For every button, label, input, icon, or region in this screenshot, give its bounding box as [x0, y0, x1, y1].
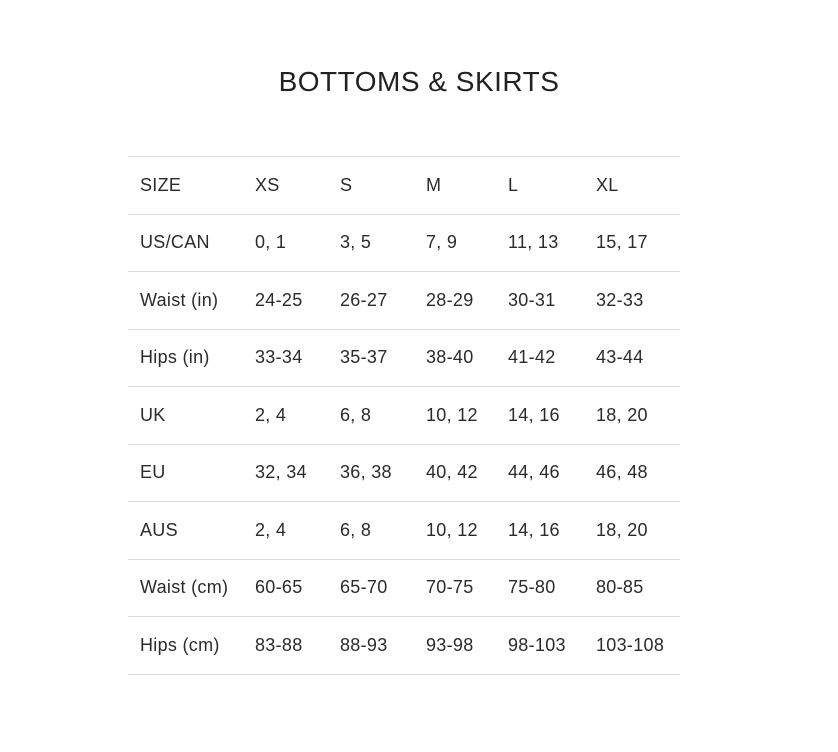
cell: 14, 16	[496, 387, 584, 445]
cell: 10, 12	[414, 387, 496, 445]
cell: 0, 1	[243, 214, 328, 272]
cell: 7, 9	[414, 214, 496, 272]
row-label: Waist (cm)	[128, 559, 243, 617]
cell: 60-65	[243, 559, 328, 617]
cell: 40, 42	[414, 444, 496, 502]
cell: 33-34	[243, 329, 328, 387]
cell: 15, 17	[584, 214, 680, 272]
cell: 35-37	[328, 329, 414, 387]
table-row-us-can	[128, 214, 680, 272]
cell: 38-40	[414, 329, 496, 387]
cell: 11, 13	[496, 214, 584, 272]
table-row-hips-cm	[128, 617, 680, 675]
cell: 43-44	[584, 329, 680, 387]
cell: 2, 4	[243, 502, 328, 560]
table-row-hips-in	[128, 329, 680, 387]
cell: 36, 38	[328, 444, 414, 502]
row-label: EU	[128, 444, 243, 502]
table-row-uk	[128, 387, 680, 445]
cell: 75-80	[496, 559, 584, 617]
row-label: UK	[128, 387, 243, 445]
table-row-waist-in	[128, 272, 680, 330]
cell: 88-93	[328, 617, 414, 675]
header-cell-xs: XS	[243, 157, 328, 215]
row-label: AUS	[128, 502, 243, 560]
row-label: Hips (in)	[128, 329, 243, 387]
cell: 18, 20	[584, 387, 680, 445]
cell: 14, 16	[496, 502, 584, 560]
cell: 18, 20	[584, 502, 680, 560]
row-label: Waist (in)	[128, 272, 243, 330]
cell: 80-85	[584, 559, 680, 617]
cell: 26-27	[328, 272, 414, 330]
size-table	[128, 156, 680, 675]
header-row	[128, 157, 680, 215]
cell: 103-108	[584, 617, 680, 675]
cell: 93-98	[414, 617, 496, 675]
cell: 2, 4	[243, 387, 328, 445]
cell: 6, 8	[328, 387, 414, 445]
cell: 44, 46	[496, 444, 584, 502]
header-cell-s: S	[328, 157, 414, 215]
page-title: BOTTOMS & SKIRTS	[278, 66, 560, 97]
row-label: US/CAN	[128, 214, 243, 272]
cell: 70-75	[414, 559, 496, 617]
cell: 65-70	[328, 559, 414, 617]
cell: 3, 5	[328, 214, 414, 272]
cell: 28-29	[414, 272, 496, 330]
cell: 32-33	[584, 272, 680, 330]
header-cell-size: SIZE	[128, 157, 243, 215]
table-row-aus	[128, 502, 680, 560]
cell: 24-25	[243, 272, 328, 330]
cell: 30-31	[496, 272, 584, 330]
table-row-eu	[128, 444, 680, 502]
cell: 32, 34	[243, 444, 328, 502]
cell: 10, 12	[414, 502, 496, 560]
cell: 98-103	[496, 617, 584, 675]
header-cell-xl: XL	[584, 157, 680, 215]
cell: 46, 48	[584, 444, 680, 502]
cell: 83-88	[243, 617, 328, 675]
header-cell-m: M	[414, 157, 496, 215]
table-row-waist-cm	[128, 559, 680, 617]
cell: 6, 8	[328, 502, 414, 560]
row-label: Hips (cm)	[128, 617, 243, 675]
cell: 41-42	[496, 329, 584, 387]
header-cell-l: L	[496, 157, 584, 215]
